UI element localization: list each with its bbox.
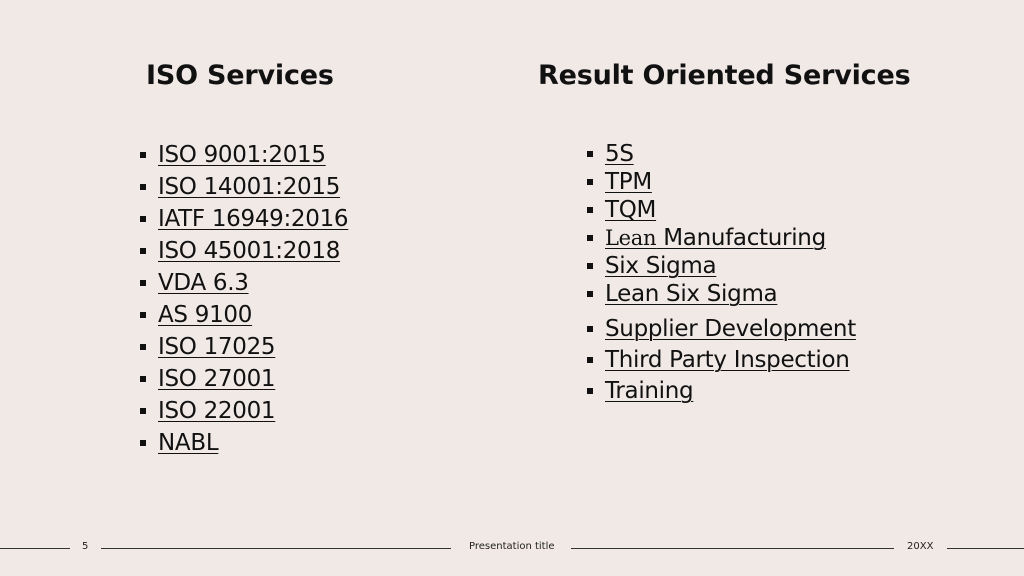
training-link[interactable]: Training bbox=[605, 378, 694, 404]
list-item bbox=[140, 300, 348, 332]
list-item bbox=[140, 428, 348, 460]
list-item bbox=[140, 332, 348, 364]
manufacturing-word: Manufacturing bbox=[656, 225, 826, 251]
iso-services-heading: ISO Services bbox=[146, 60, 334, 91]
iso-9001-link[interactable]: ISO 9001:2015 bbox=[158, 142, 326, 168]
square-bullet-icon bbox=[140, 216, 146, 222]
list-item bbox=[587, 196, 856, 224]
list-item bbox=[140, 140, 348, 172]
tpm-link[interactable]: TPM bbox=[605, 169, 652, 195]
slide-footer bbox=[0, 540, 1024, 556]
list-item bbox=[587, 140, 856, 168]
square-bullet-icon bbox=[587, 207, 593, 213]
footer-divider bbox=[0, 548, 70, 549]
square-bullet-icon bbox=[587, 357, 593, 363]
footer-title: Presentation title bbox=[469, 541, 555, 552]
list-item bbox=[140, 268, 348, 300]
list-item bbox=[587, 252, 856, 280]
square-bullet-icon bbox=[587, 179, 593, 185]
iso-27001-link[interactable]: ISO 27001 bbox=[158, 366, 276, 392]
list-item bbox=[587, 345, 856, 376]
square-bullet-icon bbox=[140, 280, 146, 286]
square-bullet-icon bbox=[140, 344, 146, 350]
square-bullet-icon bbox=[140, 184, 146, 190]
square-bullet-icon bbox=[587, 291, 593, 297]
lean-six-sigma-link[interactable]: Lean Six Sigma bbox=[605, 281, 778, 307]
square-bullet-icon bbox=[587, 263, 593, 269]
list-item bbox=[587, 224, 856, 252]
iso-14001-link[interactable]: ISO 14001:2015 bbox=[158, 174, 341, 200]
lean-manufacturing-link[interactable] bbox=[605, 225, 826, 251]
lean-word: Lean bbox=[605, 226, 657, 250]
square-bullet-icon bbox=[587, 235, 593, 241]
supplier-development-link[interactable]: Supplier Development bbox=[605, 316, 856, 342]
square-bullet-icon bbox=[140, 408, 146, 414]
third-party-inspection-link[interactable]: Third Party Inspection bbox=[605, 347, 850, 373]
list-item bbox=[140, 172, 348, 204]
list-item bbox=[587, 168, 856, 196]
list-item bbox=[140, 364, 348, 396]
page-number: 5 bbox=[82, 541, 89, 552]
six-sigma-link[interactable]: Six Sigma bbox=[605, 253, 717, 279]
square-bullet-icon bbox=[587, 326, 593, 332]
as-9100-link[interactable]: AS 9100 bbox=[158, 302, 253, 328]
footer-year: 20XX bbox=[907, 541, 934, 552]
5s-link[interactable]: 5S bbox=[605, 141, 634, 167]
list-item bbox=[140, 396, 348, 428]
square-bullet-icon bbox=[587, 151, 593, 157]
result-oriented-services-list bbox=[587, 140, 856, 407]
footer-divider bbox=[571, 548, 894, 549]
list-item bbox=[140, 236, 348, 268]
square-bullet-icon bbox=[140, 152, 146, 158]
square-bullet-icon bbox=[140, 248, 146, 254]
tqm-link[interactable]: TQM bbox=[605, 197, 657, 223]
vda-6-3-link[interactable]: VDA 6.3 bbox=[158, 270, 249, 296]
result-oriented-services-heading: Result Oriented Services bbox=[538, 60, 911, 91]
iso-17025-link[interactable]: ISO 17025 bbox=[158, 334, 276, 360]
square-bullet-icon bbox=[140, 376, 146, 382]
iso-services-list bbox=[140, 140, 348, 460]
list-item bbox=[587, 376, 856, 407]
footer-divider bbox=[101, 548, 451, 549]
iatf-16949-link[interactable]: IATF 16949:2016 bbox=[158, 206, 349, 232]
square-bullet-icon bbox=[587, 388, 593, 394]
nabl-link[interactable]: NABL bbox=[158, 430, 219, 456]
footer-divider bbox=[947, 548, 1024, 549]
iso-45001-link[interactable]: ISO 45001:2018 bbox=[158, 238, 341, 264]
list-item bbox=[587, 314, 856, 345]
iso-22001-link[interactable]: ISO 22001 bbox=[158, 398, 276, 424]
list-item bbox=[140, 204, 348, 236]
square-bullet-icon bbox=[140, 312, 146, 318]
list-item bbox=[587, 280, 856, 308]
square-bullet-icon bbox=[140, 440, 146, 446]
